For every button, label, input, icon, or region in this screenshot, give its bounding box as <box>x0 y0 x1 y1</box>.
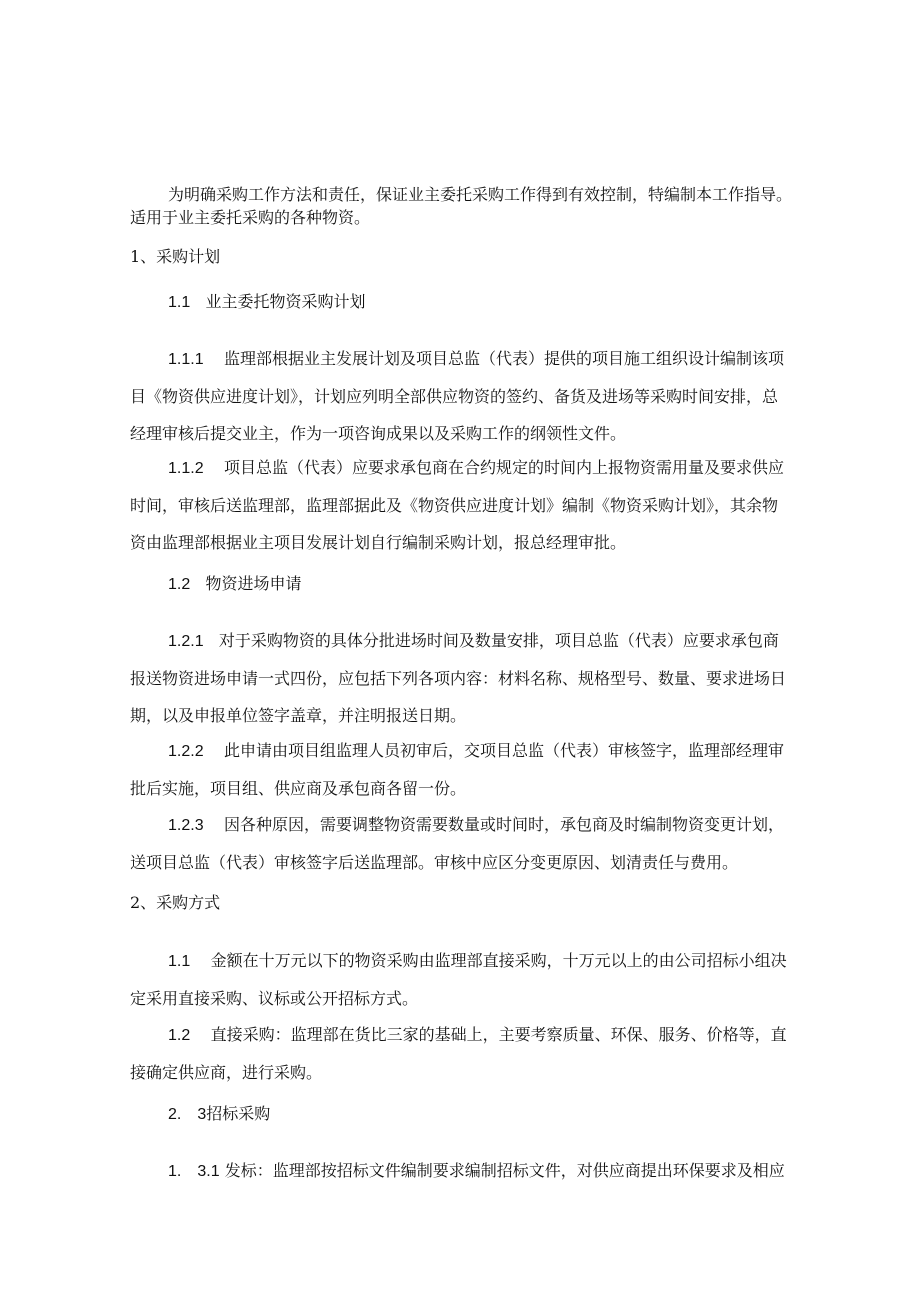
intro-paragraph <box>130 176 830 236</box>
paragraph-2-1-line-1: 金额在十万元以下的物资采购由监理部直接采购，十万元以上的由公司招标小组决 <box>210 951 787 970</box>
subsection-1-1 <box>130 283 830 321</box>
paragraph-2-3-1-line-1: 发标：监理部按招标文件编制要求编制招标文件，对供应商提出环保要求及相应 <box>224 1161 785 1180</box>
paragraph-1-2-3-line-2: 送项目总监（代表）审核签字后送监理部。审核中应区分变更原因、划清责任与费用。 <box>130 853 739 872</box>
paragraph-2-2-line-1: 直接采购：监理部在货比三家的基础上，主要考察质量、环保、服务、价格等，直 <box>210 1025 787 1044</box>
paragraph-1-1-1-line-1: 监理部根据业主发展计划及项目总监（代表）提供的项目施工组织设计编制该项 <box>223 349 784 368</box>
subsection-1-2-number: 1.2 <box>168 576 191 593</box>
subsection-2-3-title: 招标采购 <box>206 1104 271 1123</box>
paragraph-2-3-1-number: 1. 3.1 <box>168 1163 220 1180</box>
subsection-2-3 <box>130 1095 830 1133</box>
paragraph-1-2-1-line-1: 对于采购物资的具体分批进场时间及数量安排，项目总监（代表）应要求承包商 <box>218 631 779 650</box>
paragraph-1-1-2-line-1: 项目总监（代表）应要求承包商在合约规定的时间内上报物资需用量及要求供应 <box>223 458 784 477</box>
paragraph-1-1-1-number: 1.1.1 <box>168 351 204 368</box>
paragraph-2-1-number: 1.1 <box>168 953 191 970</box>
paragraph-2-2 <box>130 1016 830 1091</box>
paragraph-1-2-3-line-1: 因各种原因，需要调整物资需要数量或时间时，承包商及时编制物资变更计划， <box>223 815 784 834</box>
subsection-1-1-title: 业主委托物资采购计划 <box>205 292 366 311</box>
paragraph-1-1-2-line-3: 资由监理部根据业主项目发展计划自行编制采购计划，报总经理审批。 <box>130 533 627 552</box>
section-2-title: 2、采购方式 <box>130 893 221 912</box>
paragraph-1-1-2-line-2: 时间，审核后送监理部，监理部据此及《物资供应进度计划》编制《物资采购计划》，其余物 <box>130 496 779 515</box>
paragraph-1-2-1-line-2: 报送物资进场申请一式四份，应包括下列各项内容：材料名称、规格型号、数量、要求进场日 <box>130 669 787 688</box>
paragraph-1-2-1-number: 1.2.1 <box>168 633 204 650</box>
paragraph-2-2-number: 1.2 <box>168 1027 191 1044</box>
paragraph-1-2-2-line-2: 批后实施，项目组、供应商及承包商各留一份。 <box>130 779 467 798</box>
subsection-1-1-number: 1.1 <box>168 294 191 311</box>
subsection-1-2-title: 物资进场申请 <box>205 574 302 593</box>
paragraph-2-1 <box>130 942 830 1017</box>
paragraph-1-2-1-line-3: 期，以及申报单位签字盖章，并注明报送日期。 <box>130 706 467 725</box>
paragraph-1-1-1-line-3: 经理审核后提交业主，作为一项咨询成果以及采购工作的纲领性文件。 <box>130 424 627 443</box>
paragraph-1-2-3-number: 1.2.3 <box>168 817 204 834</box>
paragraph-1-2-2-line-1: 此申请由项目组监理人员初审后，交项目总监（代表）审核签字，监理部经理审 <box>223 741 784 760</box>
paragraph-1-2-2-number: 1.2.2 <box>168 743 204 760</box>
paragraph-1-1-2 <box>130 449 830 561</box>
paragraph-1-2-3 <box>130 806 830 881</box>
paragraph-1-1-1-line-2: 目《物资供应进度计划》，计划应列明全部供应物资的签约、备货及进场等采购时间安排，总 <box>130 387 779 406</box>
paragraph-1-1-2-number: 1.1.2 <box>168 460 204 477</box>
paragraph-2-3-1 <box>130 1152 830 1190</box>
section-2-heading <box>130 884 830 921</box>
intro-line-2: 适用于业主委托采购的各种物资。 <box>130 208 371 227</box>
paragraph-2-1-line-2: 定采用直接采购、议标或公开招标方式。 <box>130 989 419 1008</box>
section-1-heading <box>130 238 830 275</box>
subsection-1-2 <box>130 565 830 603</box>
paragraph-1-1-1 <box>130 340 830 452</box>
paragraph-1-2-2 <box>130 732 830 807</box>
subsection-2-3-number: 2. 3 <box>168 1106 207 1123</box>
paragraph-2-2-line-2: 接确定供应商，进行采购。 <box>130 1063 323 1082</box>
section-1-title: 1、采购计划 <box>130 247 221 266</box>
intro-line-1: 为明确采购工作方法和责任，保证业主委托采购工作得到有效控制，特编制本工作指导。 <box>168 185 793 204</box>
paragraph-1-2-1 <box>130 622 830 734</box>
